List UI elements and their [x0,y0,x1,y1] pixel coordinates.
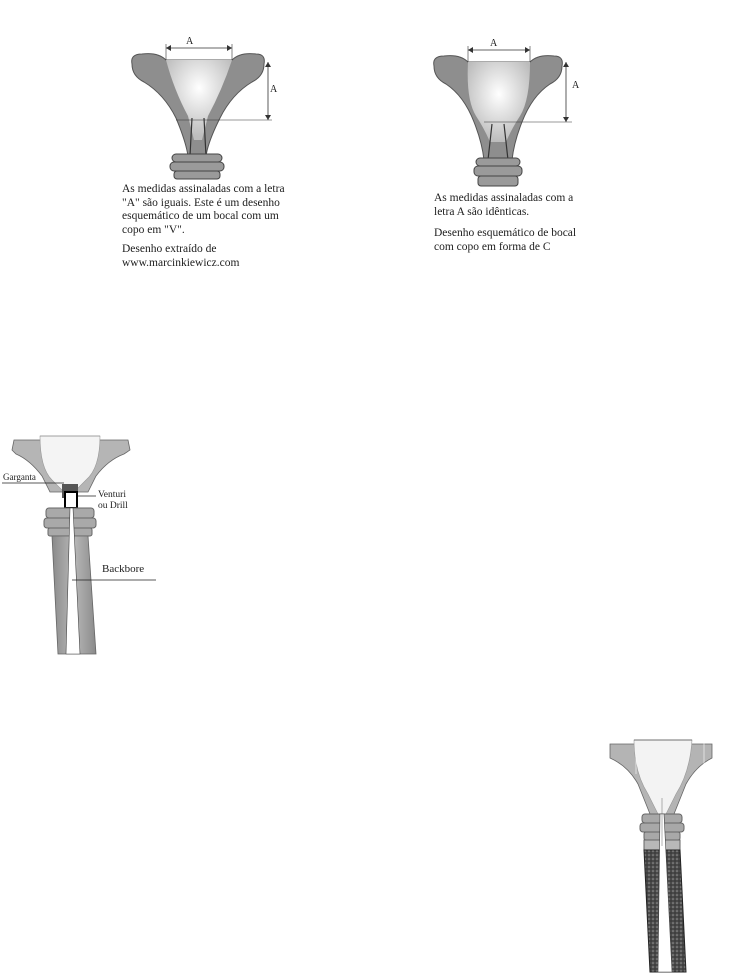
v-caption-source: Desenho extraído de www.marcinkiewicz.com [122,243,240,269]
mouthpiece-parts-diagram [0,428,170,660]
c-dim-side-label: A [572,80,580,91]
venturi-label-line1: Venturi [98,490,126,500]
venturi-label [98,490,128,512]
c-caption-text: As medidas assinaladas com a letra A são idênticas. [434,192,574,218]
backbore-label: Backbore [102,563,145,575]
v-dim-top-label: A [186,36,194,47]
v-caption-text: As medidas assinaladas com a letra "A" são iguais. Este é um desenho esquemático de um bocal com um copo em "V". [122,183,285,236]
venturi-label-line2: ou Drill [98,501,128,511]
garganta-label: Garganta [3,472,36,482]
v-cup-diagram [120,30,280,180]
c-cup-diagram [424,30,584,190]
v-cup-caption [122,183,294,270]
c-cup-caption [434,192,584,254]
v-dim-side-label: A [270,84,278,95]
c-caption-desc: Desenho esquemático de bocal com copo em forma de C [434,227,577,253]
full-mouthpiece-diagram [600,734,722,974]
c-dim-top-label: A [490,38,498,49]
